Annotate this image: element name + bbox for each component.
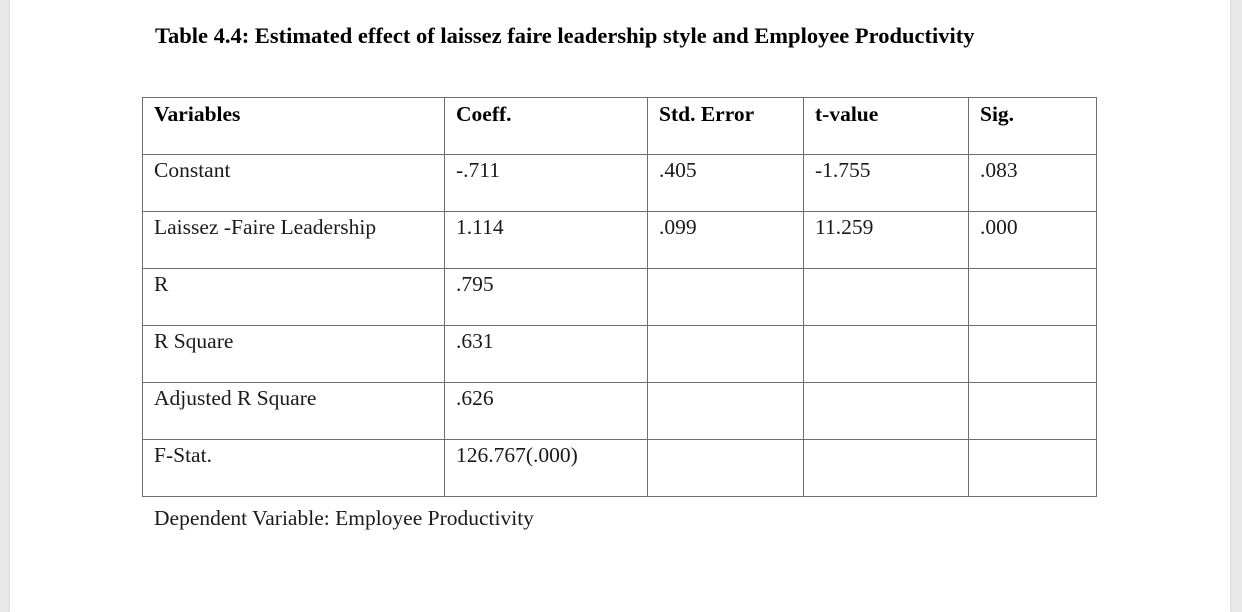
table-row-constant <box>143 155 1097 212</box>
t-value-cell <box>804 269 969 326</box>
sig-cell: .000 <box>969 212 1097 269</box>
table-header-row <box>143 98 1097 155</box>
row-label: Laissez -Faire Leadership <box>143 212 445 269</box>
sig-cell <box>969 440 1097 497</box>
row-label: R <box>143 269 445 326</box>
table-title: Table 4.4: Estimated effect of laissez faire leadership style and Employee Productivity <box>155 23 975 48</box>
std-error-cell <box>648 383 804 440</box>
std-error-cell: .099 <box>648 212 804 269</box>
document-page <box>10 0 1230 612</box>
row-label: F-Stat. <box>143 440 445 497</box>
t-value-cell <box>804 440 969 497</box>
coeff-cell: .631 <box>445 326 648 383</box>
row-label: Constant <box>143 155 445 212</box>
t-value-cell <box>804 383 969 440</box>
sig-cell: .083 <box>969 155 1097 212</box>
std-error-cell <box>648 269 804 326</box>
column-header-sig: Sig. <box>969 98 1097 155</box>
table-row-adjusted-r-square <box>143 383 1097 440</box>
table-row-r <box>143 269 1097 326</box>
table-row-f-stat <box>143 440 1097 497</box>
table-row-r-square <box>143 326 1097 383</box>
sig-cell <box>969 269 1097 326</box>
coeff-cell: .626 <box>445 383 648 440</box>
t-value-cell: -1.755 <box>804 155 969 212</box>
table-row-laissez-faire <box>143 212 1097 269</box>
column-header-std-error: Std. Error <box>648 98 804 155</box>
dependent-variable-note: Dependent Variable: Employee Productivity <box>154 506 534 530</box>
column-header-coeff: Coeff. <box>445 98 648 155</box>
sig-cell <box>969 326 1097 383</box>
std-error-cell: .405 <box>648 155 804 212</box>
coeff-cell: 1.114 <box>445 212 648 269</box>
column-header-t-value: t-value <box>804 98 969 155</box>
column-header-variables: Variables <box>143 98 445 155</box>
row-label: R Square <box>143 326 445 383</box>
row-label: Adjusted R Square <box>143 383 445 440</box>
std-error-cell <box>648 440 804 497</box>
coeff-cell: .795 <box>445 269 648 326</box>
regression-table <box>142 97 1097 497</box>
coeff-cell: 126.767(.000) <box>445 440 648 497</box>
sig-cell <box>969 383 1097 440</box>
t-value-cell <box>804 326 969 383</box>
std-error-cell <box>648 326 804 383</box>
t-value-cell: 11.259 <box>804 212 969 269</box>
coeff-cell: -.711 <box>445 155 648 212</box>
